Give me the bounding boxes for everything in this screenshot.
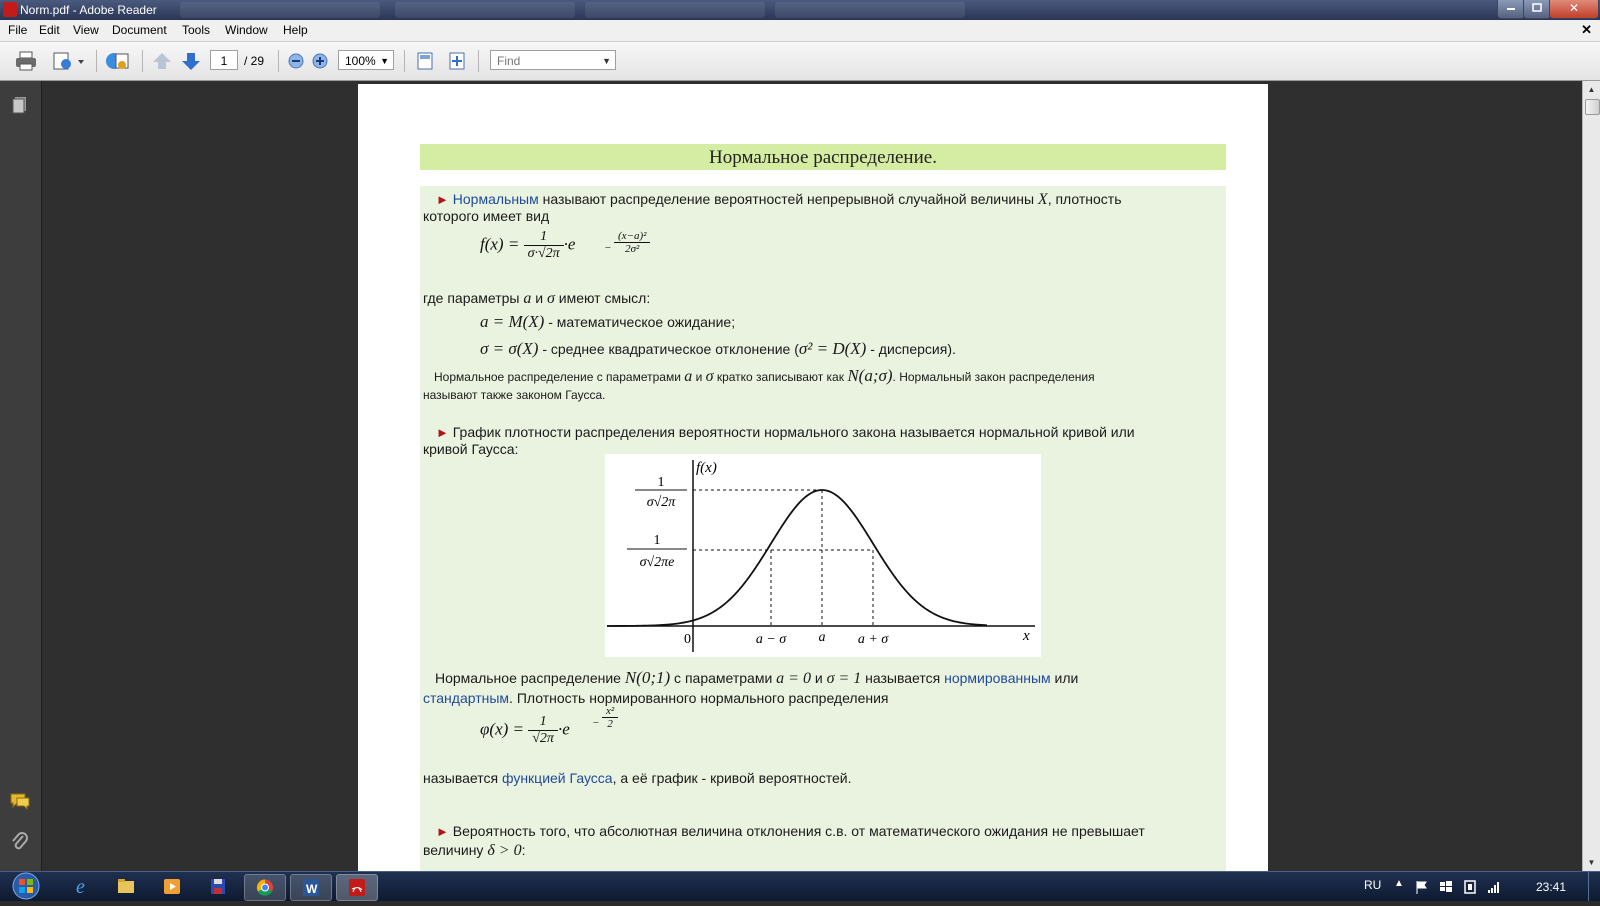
gauss-curve-svg — [605, 454, 1041, 657]
minimize-icon — [1505, 2, 1517, 12]
toolbar-separator — [478, 50, 479, 72]
action-center-flag-icon[interactable] — [1414, 879, 1430, 895]
taskbar — [0, 871, 1600, 901]
zoom-in-button[interactable] — [310, 50, 330, 72]
taskbar-explorer[interactable] — [106, 874, 146, 899]
signal-strength-icon[interactable] — [1486, 879, 1502, 895]
arrow-down-icon — [179, 50, 203, 72]
short-notation-line: Нормальное распределение с параметрами a и σ кратко записывают как N(a;σ). Нормальный закон распределения — [434, 366, 1095, 385]
menu-help[interactable]: Help — [283, 23, 308, 37]
taskbar-adobe-reader[interactable] — [336, 874, 378, 901]
zoom-level-value: 100% — [345, 54, 376, 68]
expand-icon — [446, 50, 468, 72]
paperclip-icon — [10, 831, 30, 853]
comment-icon — [9, 791, 31, 811]
toolbar — [0, 42, 1600, 81]
tick-a-minus-sigma: a − σ — [755, 632, 787, 647]
close-document-button[interactable]: ✕ — [1581, 22, 1592, 37]
show-desktop-button[interactable] — [1588, 872, 1600, 901]
zoom-level-select[interactable] — [338, 50, 394, 70]
restore-button[interactable] — [1523, 0, 1551, 19]
device-icon[interactable] — [1462, 879, 1478, 895]
menu-document[interactable]: Document — [112, 23, 167, 37]
link-standard[interactable]: стандартным — [423, 690, 510, 706]
bullet-arrow-icon: ► — [436, 192, 449, 207]
background-tab[interactable] — [585, 2, 765, 18]
tick-a: a — [818, 630, 826, 645]
paragraph-graph-line2: кривой Гаусса: — [423, 441, 519, 457]
tick-a-plus-sigma: a + σ — [857, 632, 889, 647]
paragraph-definition: ► Нормальным называют распределение вероятностей непрерывной случайной величины X, плотность — [436, 191, 1122, 208]
zoom-in-icon — [310, 50, 330, 72]
menu-window[interactable]: Window — [225, 23, 268, 37]
zoom-out-button[interactable] — [286, 50, 306, 72]
page-title: Нормальное распределение. — [420, 144, 1226, 170]
paragraph-graph: ► График плотности распределения вероятности нормального закона называется нормальной кривой или — [436, 424, 1135, 440]
full-screen-button[interactable] — [446, 50, 468, 72]
adobe-reader-icon — [3, 2, 17, 17]
word-icon — [291, 875, 331, 900]
bullet-arrow-icon: ► — [436, 824, 449, 839]
origin-label: 0 — [684, 632, 691, 647]
printer-settings-icon — [50, 50, 86, 72]
comments-panel-button[interactable] — [9, 791, 31, 816]
svg-text:W: W — [306, 882, 318, 896]
inflection-value-denominator: σ√2πe — [639, 555, 675, 570]
minimize-button[interactable] — [1497, 0, 1525, 19]
media-player-icon — [152, 874, 192, 899]
close-button[interactable] — [1549, 0, 1599, 19]
paragraph-probability-line2: величину δ > 0: — [423, 842, 526, 859]
toolbar-separator — [96, 50, 97, 72]
paragraph-definition-line2: которого имеет вид — [423, 208, 550, 224]
clock[interactable]: 23:41 — [1536, 880, 1567, 894]
fit-page-icon — [414, 50, 436, 72]
link-normalized[interactable]: нормированным — [944, 670, 1051, 686]
internet-explorer-icon — [62, 874, 102, 899]
vertical-scrollbar[interactable] — [1582, 81, 1600, 871]
find-placeholder: Find — [497, 54, 521, 68]
page-total: / 29 — [244, 54, 265, 68]
arrow-up-icon — [150, 50, 174, 72]
mean-line: a = M(X) - математическое ожидание; — [480, 312, 736, 331]
bullet-arrow-icon: ► — [436, 425, 449, 440]
menu-bar — [0, 20, 1600, 42]
background-tab[interactable] — [395, 2, 575, 18]
taskbar-chrome[interactable] — [244, 874, 286, 901]
floppy-icon — [198, 874, 238, 899]
adobe-reader-icon — [337, 875, 377, 900]
background-tab[interactable] — [180, 2, 380, 18]
taskbar-word[interactable] — [290, 874, 332, 901]
menu-edit[interactable]: Edit — [39, 23, 60, 37]
y-axis-label: f(x) — [696, 460, 717, 476]
chevron-down-icon: ▼ — [380, 56, 389, 66]
scroll-up-icon[interactable]: ▲ — [1587, 85, 1596, 94]
close-icon: ✕ — [1568, 1, 1580, 15]
attachments-panel-button[interactable] — [10, 831, 30, 858]
window-title: Norm.pdf - Adobe Reader — [20, 3, 157, 17]
link-gauss-function[interactable]: функцией Гаусса — [501, 770, 613, 786]
page-number-input[interactable]: 1 — [210, 50, 238, 70]
print-settings-button[interactable] — [50, 50, 86, 72]
peak-value-denominator: σ√2π — [646, 495, 676, 510]
background-tab[interactable] — [775, 2, 965, 18]
params-line: где параметры a и σ имеют смысл: — [423, 290, 651, 307]
print-button[interactable] — [14, 50, 38, 72]
windows-update-icon[interactable] — [1438, 879, 1454, 895]
paragraph-standard: Нормальное распределение N(0;1) с параметрами a = 0 и σ = 1 называется нормированным или — [435, 668, 1079, 687]
title-bar — [0, 0, 1600, 20]
collaborate-icon — [104, 50, 132, 72]
taskbar-save-app[interactable] — [198, 874, 238, 899]
start-button[interactable] — [6, 872, 46, 901]
x-axis-label: x — [1023, 628, 1030, 644]
toolbar-separator — [278, 50, 279, 72]
fit-page-button[interactable] — [414, 50, 436, 72]
restore-icon — [1531, 2, 1543, 12]
tray-expand-icon[interactable]: ▲ — [1394, 878, 1404, 889]
chevron-down-icon: ▼ — [602, 56, 611, 66]
pages-icon — [10, 95, 30, 115]
formula-gauss-exponent: − $\frac{\text{x²}}{2}$ — [592, 705, 618, 730]
toolbar-separator — [404, 50, 405, 72]
formula-gauss: φ(x) = $\frac{1}{√2\pi}$ ·e — [480, 714, 570, 746]
formula-density-exponent: − $\frac{\text{(x−a)²}}{\text{2σ²}}$ — [604, 230, 650, 255]
paragraph-probability: ► Вероятность того, что абсолютная величина отклонения с.в. от математического ожидания не превышает — [436, 823, 1145, 839]
toolbar-separator — [142, 50, 143, 72]
printer-icon — [14, 50, 38, 72]
paragraph-standard-line2: стандартным. Плотность нормированного нормального распределения — [423, 690, 889, 706]
menu-file[interactable]: File — [8, 23, 28, 37]
next-page-button[interactable] — [179, 50, 203, 72]
scroll-down-icon[interactable]: ▼ — [1587, 858, 1596, 867]
formula-density: f(x) = $\frac{1}{\sigma\cdot√2\pi}$ ·e — [480, 229, 576, 261]
taskbar-media-player[interactable] — [152, 874, 192, 899]
gauss-curve-figure — [605, 454, 1041, 657]
language-indicator[interactable]: RU — [1364, 878, 1382, 892]
menu-view[interactable]: View — [73, 23, 99, 37]
scroll-thumb[interactable] — [1585, 99, 1600, 115]
peak-value-numerator: 1 — [657, 475, 665, 490]
sd-line: σ = σ(X) - среднее квадратическое отклонение (σ² = D(X) - дисперсия). — [480, 339, 956, 358]
zoom-out-icon — [286, 50, 306, 72]
windows-logo-icon — [6, 872, 46, 901]
find-input[interactable] — [490, 50, 616, 70]
menu-tools[interactable]: Tools — [182, 23, 211, 37]
pages-panel-button[interactable] — [10, 95, 30, 120]
svg-text:e: e — [76, 876, 85, 898]
inflection-value-numerator: 1 — [653, 533, 661, 548]
navigation-pane — [0, 81, 42, 871]
folder-icon — [106, 874, 146, 899]
link-normal[interactable]: Нормальным — [452, 191, 539, 207]
short-notation-line2: называют также законом Гаусса. — [423, 388, 606, 402]
paragraph-gauss-function: называется функцией Гаусса, а её график - кривой вероятностей. — [423, 770, 852, 786]
previous-page-button[interactable] — [150, 50, 174, 72]
taskbar-internet-explorer[interactable] — [62, 874, 102, 899]
collaborate-button[interactable] — [104, 50, 132, 72]
chrome-icon — [245, 875, 285, 900]
pdf-page — [358, 84, 1268, 874]
